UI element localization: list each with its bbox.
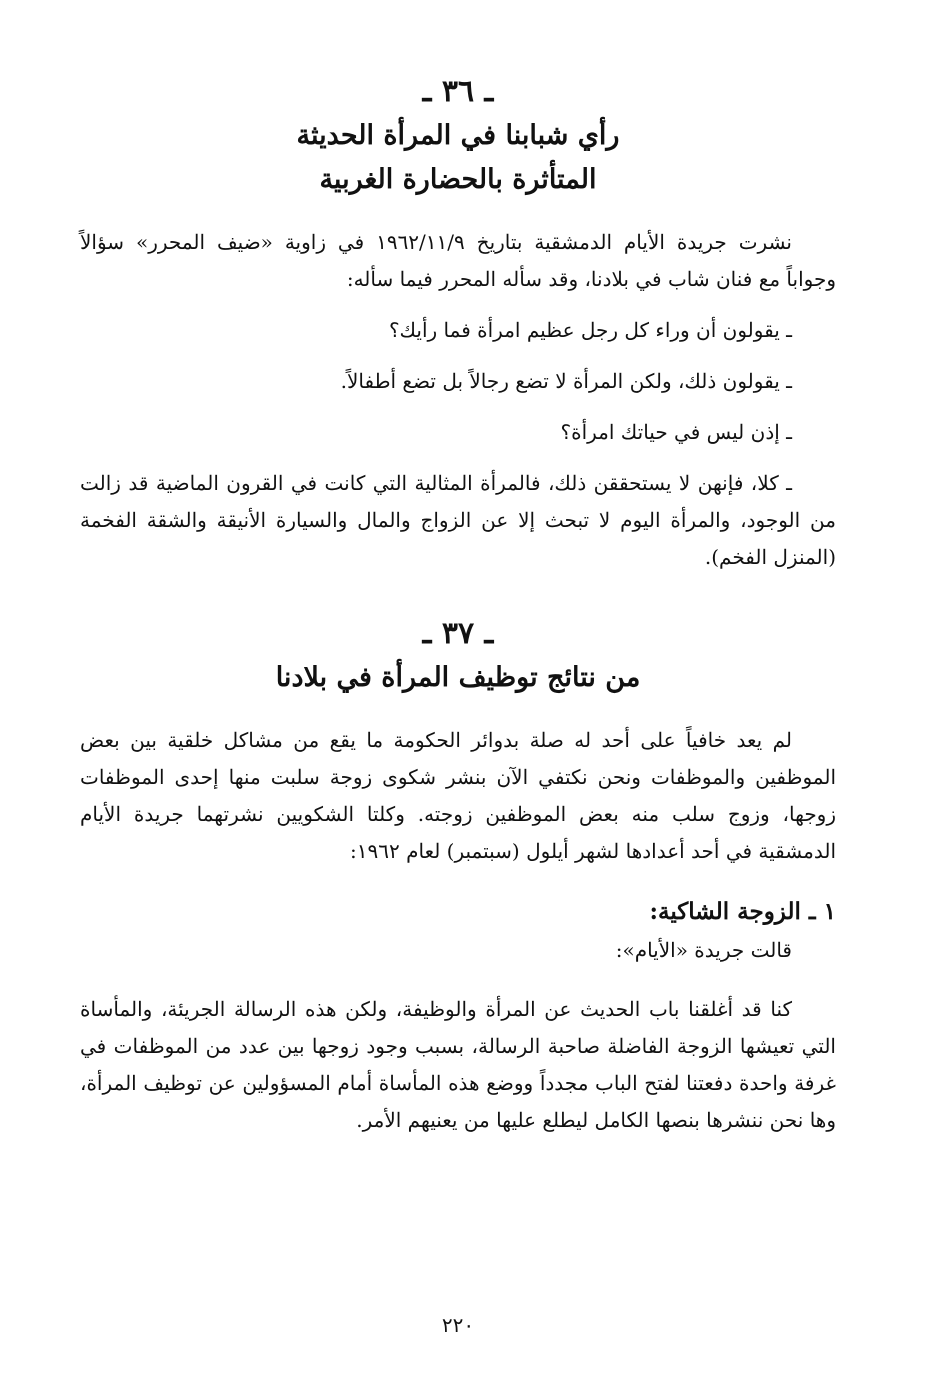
- section-36-intro: نشرت جريدة الأيام الدمشقية بتاريخ ١٩٦٢/١١/٩ في زاوية «ضيف المحرر» سؤالاً وجواباً مع فنان شاب في بلادنا، وقد سأله المحرر فيما سأله:: [80, 230, 836, 291]
- section-36-answer: ـ كلا، فإنهن لا يستحققن ذلك، فالمرأة المثالية التي كانت في القرون الماضية قد زالت من الوجود، والمرأة اليوم لا تبحث إلا عن الزواج والمال والسيارة الأنيقة والشقة الفخمة (المنزل الفخم).: [80, 471, 836, 569]
- section-37-body: كنا قد أغلقنا باب الحديث عن المرأة والوظيفة، ولكن هذه الرسالة الجريئة، والمأساة التي تعيشها الزوجة الفاضلة صاحبة الرسالة، بسبب وجود زوجها بين عدد من الموظفات في غرفة واحدة دفعتنا لفتح الباب مجدداً ووضع هذه المأساة أمام المسؤولين عن توظيف المرأة، وها نحن ننشرها بنصها الكامل ليطلع عليها من يعنيهم الأمر.: [80, 997, 836, 1132]
- section-37-title: من نتائج توظيف المرأة في بلادنا: [275, 662, 641, 693]
- quote-intro: قالت جريدة «الأيام»:: [615, 938, 792, 962]
- section-37-number: ـ ٣٧ ـ: [422, 616, 494, 651]
- page-number: ٢٢٠: [441, 1313, 475, 1337]
- dialogue-line-3: ـ إذن ليس في حياتك امرأة؟: [560, 420, 792, 444]
- section-36-title-line2: المتأثرة بالحضارة الغربية: [319, 164, 597, 195]
- section-37-intro: لم يعد خافياً على أحد له صلة بدوائر الحكومة ما يقع من مشاكل خلقية بين بعض الموظفين والموظفات ونحن نكتفي الآن بنشر شكوى زوجة سلبت منها إحدى الموظفات زوجها، وزوج سلب منه بعض الموظفين زوجته. وكلتا الشكويين نشرتهما جريدة الأيام الدمشقية في أحد أعدادها لشهر أيلول (سبتمبر) لعام ١٩٦٢:: [80, 728, 836, 863]
- section-36-number: ـ ٣٦ ـ: [422, 74, 494, 109]
- book-page: [80, 70, 836, 1340]
- section-36-title-line1: رأي شبابنا في المرأة الحديثة: [296, 120, 620, 151]
- subheading-complaining-wife: ١ ـ الزوجة الشاكية:: [649, 898, 836, 925]
- dialogue-line-2: ـ يقولون ذلك، ولكن المرأة لا تضع رجالاً بل تضع أطفالاً.: [340, 369, 792, 393]
- dialogue-line-1: ـ يقولون أن وراء كل رجل عظيم امرأة فما رأيك؟: [388, 318, 792, 342]
